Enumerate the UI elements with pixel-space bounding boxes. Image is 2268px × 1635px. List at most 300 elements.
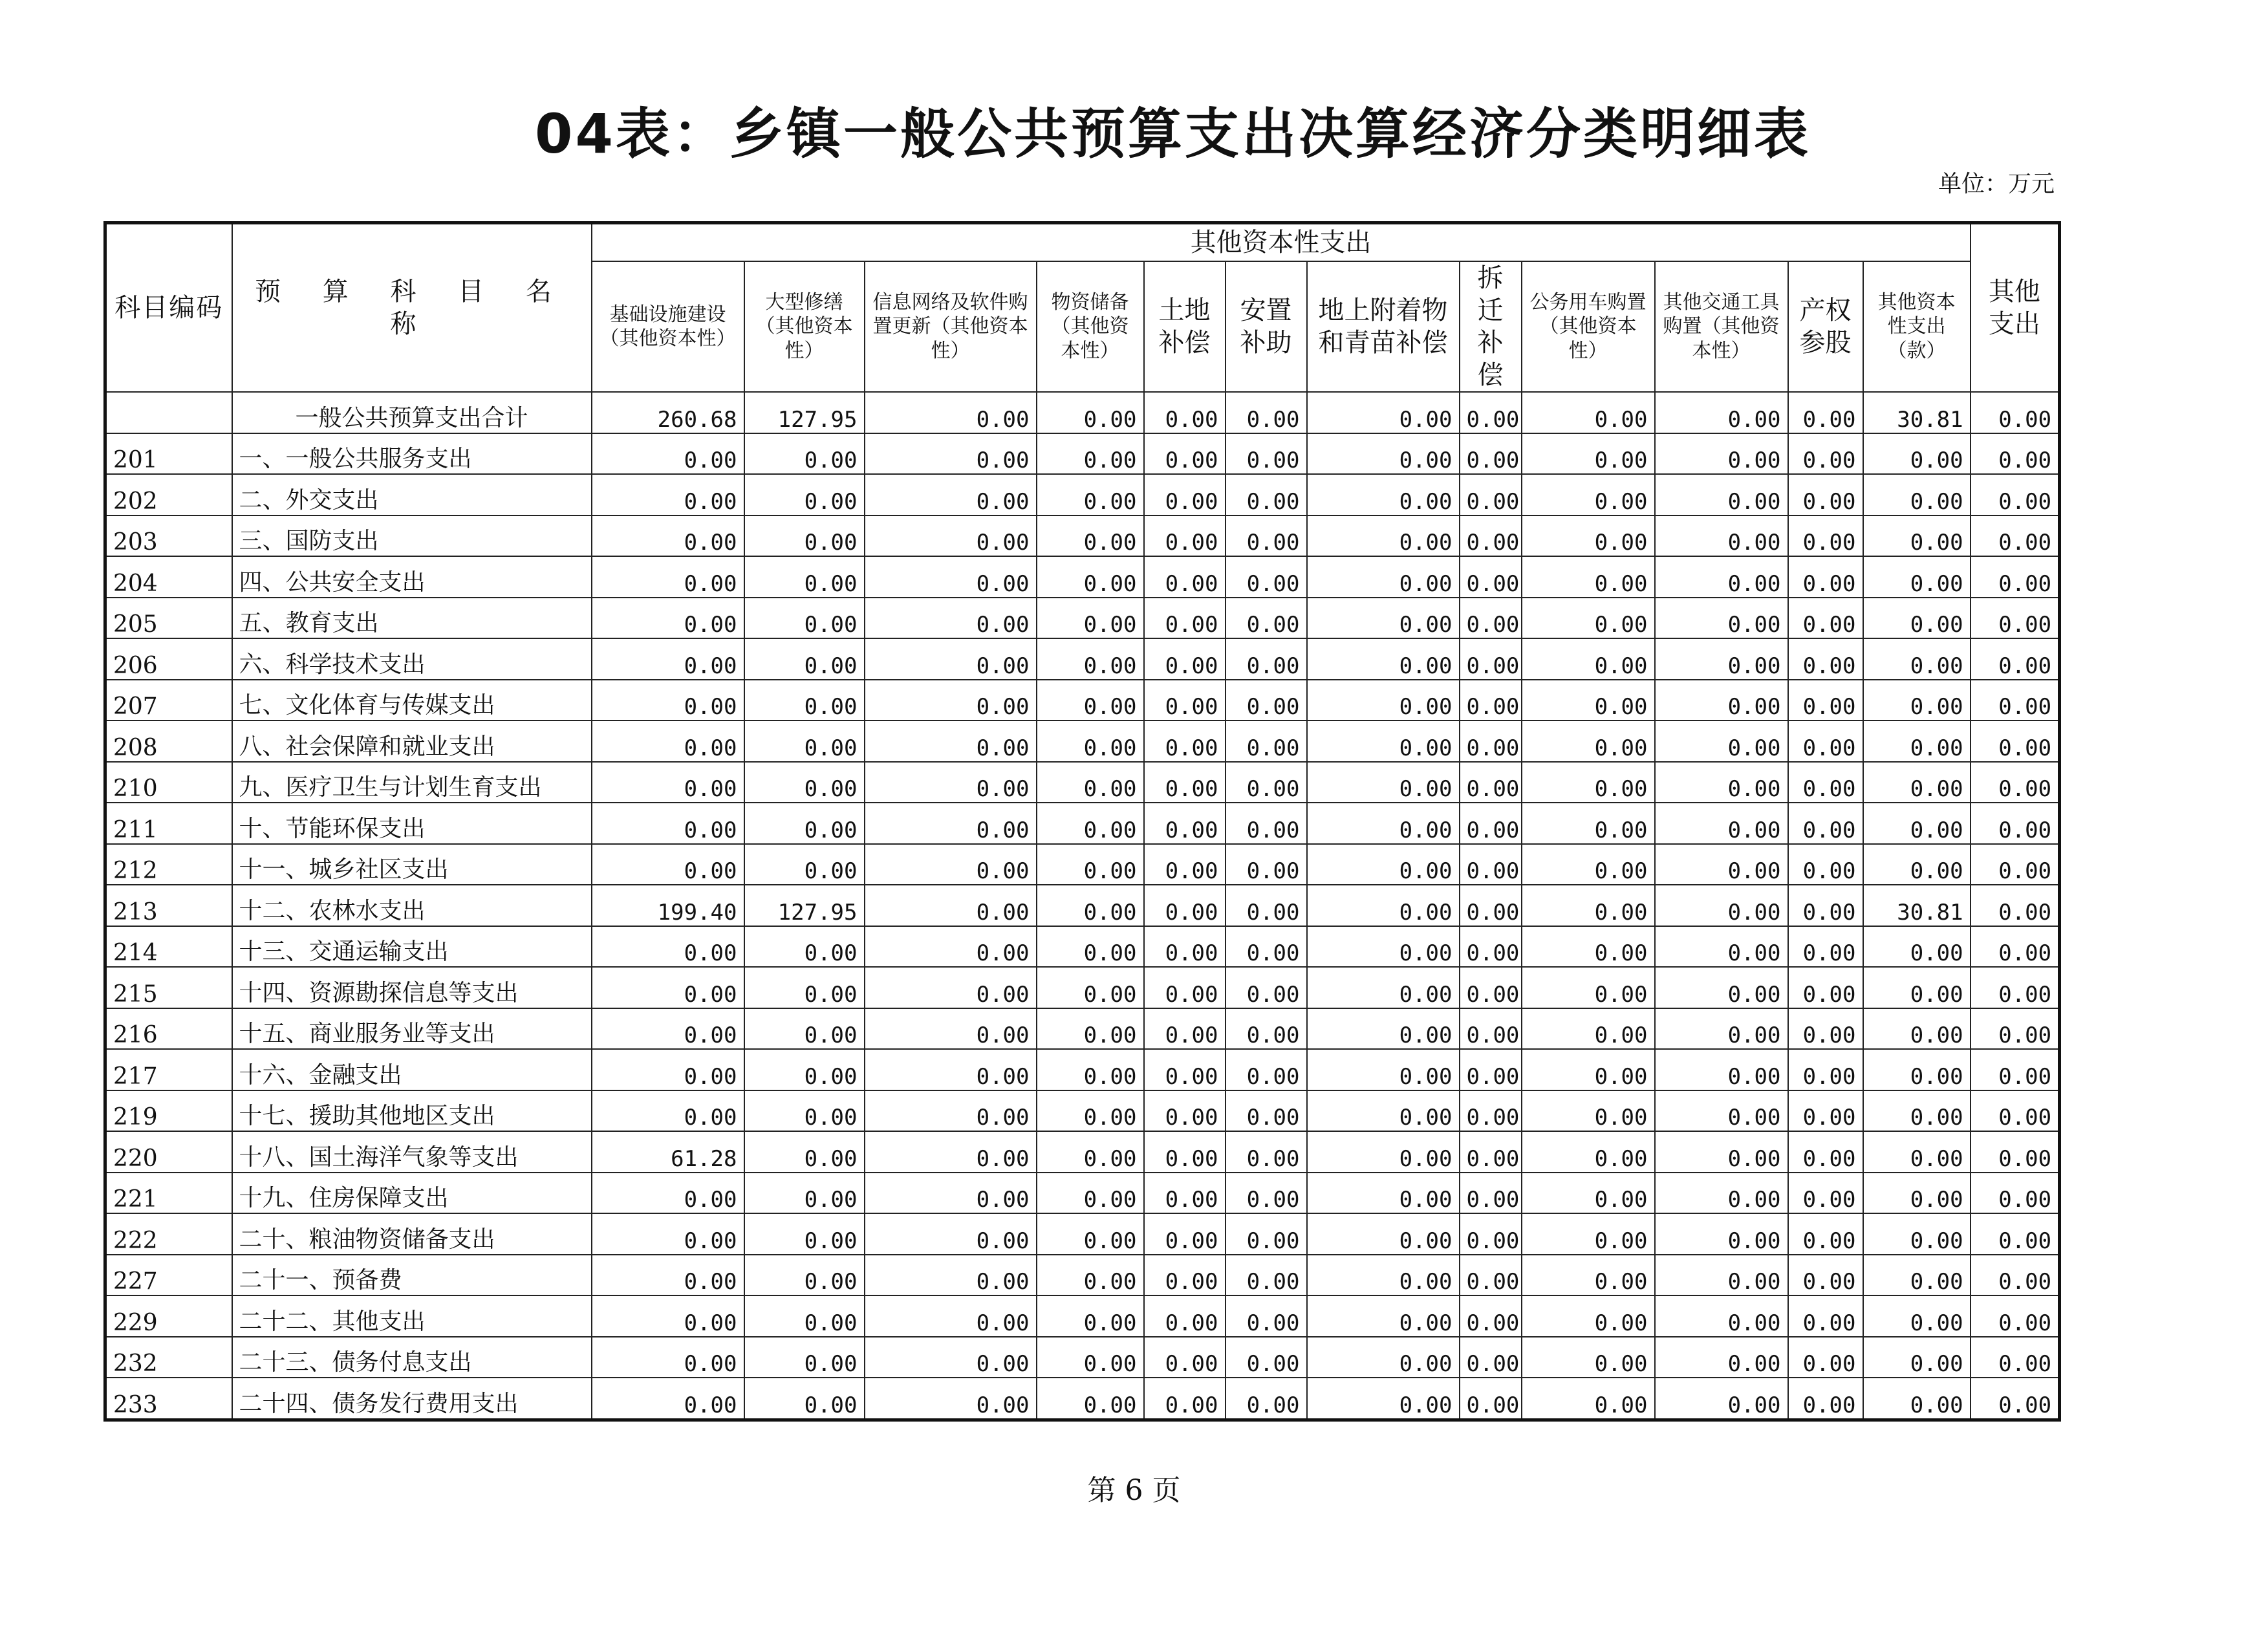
row-value: 0.00 xyxy=(592,1295,744,1337)
row-value: 0.00 xyxy=(1522,474,1655,515)
row-name: 十四、资源勘探信息等支出 xyxy=(232,967,592,1008)
row-value: 0.00 xyxy=(1144,762,1226,803)
row-value: 0.00 xyxy=(1460,1213,1522,1255)
row-value: 0.00 xyxy=(592,1337,744,1378)
row-value: 0.00 xyxy=(1788,803,1863,844)
row-value: 0.00 xyxy=(1226,1008,1307,1050)
row-value: 0.00 xyxy=(1971,638,2060,680)
table-row xyxy=(105,1213,2060,1255)
row-value: 0.00 xyxy=(592,515,744,557)
row-value: 0.00 xyxy=(1460,598,1522,639)
header-col-2: 大型修缮（其他资本性） xyxy=(744,261,865,392)
row-value: 0.00 xyxy=(1460,1008,1522,1050)
row-value: 0.00 xyxy=(1226,474,1307,515)
row-value: 0.00 xyxy=(1788,1131,1863,1173)
row-value: 0.00 xyxy=(865,433,1037,475)
row-value: 0.00 xyxy=(1971,1337,2060,1378)
row-value: 0.00 xyxy=(1226,515,1307,557)
row-value: 0.00 xyxy=(1226,1337,1307,1378)
row-value: 0.00 xyxy=(1788,598,1863,639)
row-value: 0.00 xyxy=(1863,1008,1971,1050)
row-value: 0.00 xyxy=(1863,1131,1971,1173)
row-value: 0.00 xyxy=(592,1213,744,1255)
row-value: 0.00 xyxy=(1307,1008,1460,1050)
row-value: 0.00 xyxy=(592,844,744,885)
row-value: 0.00 xyxy=(1037,803,1144,844)
row-value: 0.00 xyxy=(1144,720,1226,762)
row-value: 0.00 xyxy=(865,967,1037,1008)
row-value: 0.00 xyxy=(1037,844,1144,885)
row-value: 0.00 xyxy=(1971,1090,2060,1132)
row-value: 0.00 xyxy=(865,598,1037,639)
row-value: 0.00 xyxy=(1307,680,1460,721)
row-value: 127.95 xyxy=(744,392,865,433)
row-value: 0.00 xyxy=(1788,433,1863,475)
row-value: 0.00 xyxy=(1144,1337,1226,1378)
row-name: 八、社会保障和就业支出 xyxy=(232,720,592,762)
row-value: 0.00 xyxy=(865,1008,1037,1050)
row-value: 0.00 xyxy=(1307,967,1460,1008)
row-code: 217 xyxy=(105,1049,232,1090)
row-value: 0.00 xyxy=(1037,720,1144,762)
row-value: 0.00 xyxy=(1522,433,1655,475)
row-value: 0.00 xyxy=(1971,1213,2060,1255)
row-name: 二十、粮油物资储备支出 xyxy=(232,1213,592,1255)
row-value: 61.28 xyxy=(592,1131,744,1173)
row-value: 0.00 xyxy=(865,803,1037,844)
row-value: 30.81 xyxy=(1863,392,1971,433)
row-value: 0.00 xyxy=(1655,885,1788,926)
row-value: 0.00 xyxy=(1971,926,2060,968)
row-value: 0.00 xyxy=(1522,638,1655,680)
row-value: 0.00 xyxy=(1037,926,1144,968)
row-value: 0.00 xyxy=(1460,1131,1522,1173)
row-value: 0.00 xyxy=(1037,1213,1144,1255)
row-value: 0.00 xyxy=(1307,598,1460,639)
row-value: 0.00 xyxy=(1037,967,1144,1008)
row-value: 0.00 xyxy=(744,680,865,721)
row-name: 十六、金融支出 xyxy=(232,1049,592,1090)
row-name: 三、国防支出 xyxy=(232,515,592,557)
row-value: 0.00 xyxy=(1655,720,1788,762)
row-value: 0.00 xyxy=(592,556,744,598)
row-value: 0.00 xyxy=(1522,1173,1655,1214)
row-code: 219 xyxy=(105,1090,232,1132)
row-value: 0.00 xyxy=(1037,1378,1144,1420)
row-value: 0.00 xyxy=(1307,1378,1460,1420)
row-value: 0.00 xyxy=(1863,680,1971,721)
row-value: 0.00 xyxy=(592,638,744,680)
row-value: 0.00 xyxy=(1863,967,1971,1008)
row-value: 0.00 xyxy=(592,1173,744,1214)
row-name: 二十四、债务发行费用支出 xyxy=(232,1378,592,1420)
row-value: 0.00 xyxy=(1522,967,1655,1008)
row-value: 0.00 xyxy=(1460,1378,1522,1420)
table-row xyxy=(105,392,2060,433)
row-value: 0.00 xyxy=(1460,1255,1522,1296)
row-value: 0.00 xyxy=(1863,1213,1971,1255)
row-value: 0.00 xyxy=(1144,1255,1226,1296)
row-value: 0.00 xyxy=(1788,762,1863,803)
row-value: 0.00 xyxy=(1307,1173,1460,1214)
row-value: 0.00 xyxy=(744,1008,865,1050)
row-value: 0.00 xyxy=(744,762,865,803)
row-value: 0.00 xyxy=(1655,1378,1788,1420)
row-value: 0.00 xyxy=(1971,598,2060,639)
row-value: 0.00 xyxy=(1460,556,1522,598)
row-value: 0.00 xyxy=(865,720,1037,762)
row-code: 201 xyxy=(105,433,232,475)
table-row xyxy=(105,1008,2060,1050)
row-value: 0.00 xyxy=(1522,1378,1655,1420)
budget-table xyxy=(103,221,2061,1422)
row-value: 0.00 xyxy=(1460,720,1522,762)
row-code: 233 xyxy=(105,1378,232,1420)
table-row xyxy=(105,1378,2060,1420)
row-value: 0.00 xyxy=(1522,1213,1655,1255)
row-value: 0.00 xyxy=(1226,1131,1307,1173)
row-name: 十三、交通运输支出 xyxy=(232,926,592,968)
row-value: 0.00 xyxy=(1655,638,1788,680)
row-value: 0.00 xyxy=(1037,433,1144,475)
header-col-12: 其他资本性支出（款） xyxy=(1863,261,1971,392)
row-value: 0.00 xyxy=(1037,1337,1144,1378)
row-value: 0.00 xyxy=(1788,967,1863,1008)
row-value: 0.00 xyxy=(1788,474,1863,515)
header-col-8: 拆迁补偿 xyxy=(1460,261,1522,392)
row-value: 0.00 xyxy=(1522,515,1655,557)
row-code: 214 xyxy=(105,926,232,968)
row-value: 0.00 xyxy=(1037,1173,1144,1214)
row-value: 0.00 xyxy=(1788,1255,1863,1296)
row-code: 205 xyxy=(105,598,232,639)
row-value: 0.00 xyxy=(1460,885,1522,926)
row-value: 0.00 xyxy=(1307,885,1460,926)
row-value: 0.00 xyxy=(1522,803,1655,844)
row-name: 四、公共安全支出 xyxy=(232,556,592,598)
row-value: 0.00 xyxy=(1226,638,1307,680)
row-code: 207 xyxy=(105,680,232,721)
row-value: 0.00 xyxy=(1522,1090,1655,1132)
row-value: 0.00 xyxy=(1971,885,2060,926)
header-col-9: 公务用车购置（其他资本性） xyxy=(1522,261,1655,392)
row-value: 0.00 xyxy=(1863,926,1971,968)
row-value: 127.95 xyxy=(744,885,865,926)
row-value: 0.00 xyxy=(1788,1173,1863,1214)
row-value: 0.00 xyxy=(744,638,865,680)
row-value: 0.00 xyxy=(1863,720,1971,762)
row-code: 222 xyxy=(105,1213,232,1255)
header-other: 其他支出 xyxy=(1971,223,2060,393)
row-value: 0.00 xyxy=(1144,638,1226,680)
row-value: 0.00 xyxy=(1226,720,1307,762)
row-value: 0.00 xyxy=(1655,1008,1788,1050)
row-value: 0.00 xyxy=(1863,515,1971,557)
row-value: 0.00 xyxy=(1971,803,2060,844)
row-value: 0.00 xyxy=(1144,844,1226,885)
row-value: 0.00 xyxy=(1144,1131,1226,1173)
row-value: 0.00 xyxy=(1522,885,1655,926)
row-value: 0.00 xyxy=(744,1049,865,1090)
row-value: 0.00 xyxy=(592,598,744,639)
header-col-1: 基础设施建设（其他资本性） xyxy=(592,261,744,392)
row-value: 0.00 xyxy=(1971,762,2060,803)
row-value: 0.00 xyxy=(1144,1173,1226,1214)
row-value: 0.00 xyxy=(1226,1255,1307,1296)
row-value: 0.00 xyxy=(1971,720,2060,762)
row-value: 0.00 xyxy=(1460,515,1522,557)
row-value: 0.00 xyxy=(865,1255,1037,1296)
row-value: 0.00 xyxy=(592,1090,744,1132)
row-value: 0.00 xyxy=(1460,926,1522,968)
row-value: 0.00 xyxy=(1522,1008,1655,1050)
row-value: 0.00 xyxy=(1522,1337,1655,1378)
row-value: 0.00 xyxy=(1144,926,1226,968)
header-col-11: 产权参股 xyxy=(1788,261,1863,392)
table-row xyxy=(105,1090,2060,1132)
row-value: 0.00 xyxy=(1226,1090,1307,1132)
row-value: 0.00 xyxy=(1226,556,1307,598)
row-value: 0.00 xyxy=(1971,1131,2060,1173)
row-code: 216 xyxy=(105,1008,232,1050)
row-value: 0.00 xyxy=(1307,844,1460,885)
row-value: 0.00 xyxy=(1655,1213,1788,1255)
row-value: 0.00 xyxy=(1144,556,1226,598)
row-value: 0.00 xyxy=(1226,1378,1307,1420)
row-value: 0.00 xyxy=(1788,844,1863,885)
row-value: 0.00 xyxy=(1522,762,1655,803)
header-col-4: 物资储备（其他资本性） xyxy=(1037,261,1144,392)
table-row xyxy=(105,720,2060,762)
row-value: 0.00 xyxy=(1655,392,1788,433)
row-value: 260.68 xyxy=(592,392,744,433)
row-code: 204 xyxy=(105,556,232,598)
row-value: 0.00 xyxy=(1460,1173,1522,1214)
row-value: 0.00 xyxy=(1226,433,1307,475)
header-col-10: 其他交通工具购置（其他资本性） xyxy=(1655,261,1788,392)
row-value: 0.00 xyxy=(1522,392,1655,433)
row-value: 0.00 xyxy=(1226,392,1307,433)
row-value: 0.00 xyxy=(865,1090,1037,1132)
row-code: 232 xyxy=(105,1337,232,1378)
row-code: 206 xyxy=(105,638,232,680)
row-name: 十二、农林水支出 xyxy=(232,885,592,926)
row-value: 0.00 xyxy=(865,1378,1037,1420)
row-name: 一、一般公共服务支出 xyxy=(232,433,592,475)
row-value: 0.00 xyxy=(1863,762,1971,803)
row-value: 0.00 xyxy=(1460,638,1522,680)
table-row xyxy=(105,515,2060,557)
row-value: 0.00 xyxy=(1307,556,1460,598)
row-value: 0.00 xyxy=(1863,1173,1971,1214)
row-value: 0.00 xyxy=(1226,844,1307,885)
table-row xyxy=(105,1337,2060,1378)
row-value: 0.00 xyxy=(1226,967,1307,1008)
row-value: 0.00 xyxy=(1144,1090,1226,1132)
row-code: 215 xyxy=(105,967,232,1008)
row-value: 0.00 xyxy=(592,1378,744,1420)
row-value: 0.00 xyxy=(1226,680,1307,721)
table-row xyxy=(105,474,2060,515)
row-code: 221 xyxy=(105,1173,232,1214)
table-row xyxy=(105,1131,2060,1173)
row-value: 0.00 xyxy=(1655,1131,1788,1173)
unit-label: 单位：万元 xyxy=(1938,171,2055,197)
row-name: 二十三、债务付息支出 xyxy=(232,1337,592,1378)
row-value: 0.00 xyxy=(1037,1008,1144,1050)
row-value: 0.00 xyxy=(1655,598,1788,639)
table-row xyxy=(105,680,2060,721)
row-value: 0.00 xyxy=(744,1131,865,1173)
table-row xyxy=(105,844,2060,885)
row-value: 0.00 xyxy=(1863,844,1971,885)
table-row xyxy=(105,926,2060,968)
row-value: 0.00 xyxy=(1522,1131,1655,1173)
row-value: 0.00 xyxy=(1655,1295,1788,1337)
row-value: 0.00 xyxy=(1144,392,1226,433)
row-name: 十七、援助其他地区支出 xyxy=(232,1090,592,1132)
row-value: 0.00 xyxy=(744,803,865,844)
row-value: 0.00 xyxy=(1522,598,1655,639)
row-value: 0.00 xyxy=(1226,598,1307,639)
table-row xyxy=(105,598,2060,639)
row-value: 0.00 xyxy=(1460,967,1522,1008)
row-value: 0.00 xyxy=(1307,762,1460,803)
row-value: 0.00 xyxy=(1971,1378,2060,1420)
row-value: 0.00 xyxy=(1460,844,1522,885)
row-code: 229 xyxy=(105,1295,232,1337)
row-value: 0.00 xyxy=(1522,556,1655,598)
row-value: 0.00 xyxy=(1037,598,1144,639)
row-value: 0.00 xyxy=(1788,720,1863,762)
row-value: 0.00 xyxy=(1226,926,1307,968)
row-name: 九、医疗卫生与计划生育支出 xyxy=(232,762,592,803)
row-value: 0.00 xyxy=(1037,1090,1144,1132)
row-value: 0.00 xyxy=(1863,1090,1971,1132)
page-number: 第 6 页 xyxy=(1087,1474,1181,1507)
row-value: 0.00 xyxy=(1971,515,2060,557)
row-value: 0.00 xyxy=(1788,1378,1863,1420)
row-value: 0.00 xyxy=(592,803,744,844)
header-col-7: 地上附着物和青苗补偿 xyxy=(1307,261,1460,392)
header-code: 科目编码 xyxy=(105,223,232,393)
row-value: 0.00 xyxy=(744,926,865,968)
row-value: 0.00 xyxy=(1037,474,1144,515)
row-value: 0.00 xyxy=(1037,556,1144,598)
row-value: 0.00 xyxy=(592,967,744,1008)
row-code: 211 xyxy=(105,803,232,844)
row-value: 0.00 xyxy=(865,515,1037,557)
row-value: 0.00 xyxy=(1144,1008,1226,1050)
row-value: 0.00 xyxy=(1037,1131,1144,1173)
row-value: 0.00 xyxy=(865,638,1037,680)
row-value: 0.00 xyxy=(1144,474,1226,515)
row-value: 0.00 xyxy=(1788,515,1863,557)
row-value: 0.00 xyxy=(1971,556,2060,598)
row-value: 0.00 xyxy=(1863,638,1971,680)
table-row xyxy=(105,967,2060,1008)
row-value: 0.00 xyxy=(1522,926,1655,968)
row-value: 0.00 xyxy=(744,1173,865,1214)
row-value: 0.00 xyxy=(592,433,744,475)
row-code: 202 xyxy=(105,474,232,515)
row-value: 0.00 xyxy=(1863,1255,1971,1296)
header-col-3: 信息网络及软件购置更新（其他资本性） xyxy=(865,261,1037,392)
row-value: 0.00 xyxy=(1971,967,2060,1008)
row-value: 0.00 xyxy=(744,433,865,475)
row-value: 0.00 xyxy=(744,720,865,762)
row-value: 0.00 xyxy=(592,720,744,762)
row-value: 0.00 xyxy=(1144,803,1226,844)
row-value: 0.00 xyxy=(1971,844,2060,885)
row-value: 0.00 xyxy=(1655,1337,1788,1378)
row-value: 0.00 xyxy=(1788,1049,1863,1090)
row-value: 0.00 xyxy=(1144,515,1226,557)
row-value: 0.00 xyxy=(1788,1008,1863,1050)
row-value: 0.00 xyxy=(592,680,744,721)
row-value: 0.00 xyxy=(1226,1173,1307,1214)
row-value: 0.00 xyxy=(592,1008,744,1050)
header-col-5: 土地补偿 xyxy=(1144,261,1226,392)
row-value: 0.00 xyxy=(1460,762,1522,803)
row-value: 0.00 xyxy=(1307,1090,1460,1132)
row-value: 0.00 xyxy=(1655,803,1788,844)
row-value: 0.00 xyxy=(865,1337,1037,1378)
row-value: 0.00 xyxy=(865,1131,1037,1173)
table-row xyxy=(105,638,2060,680)
row-name: 五、教育支出 xyxy=(232,598,592,639)
row-value: 0.00 xyxy=(744,598,865,639)
row-value: 0.00 xyxy=(1226,762,1307,803)
row-value: 0.00 xyxy=(1863,1337,1971,1378)
row-value: 0.00 xyxy=(1226,1049,1307,1090)
row-value: 0.00 xyxy=(1460,1049,1522,1090)
row-value: 0.00 xyxy=(1460,680,1522,721)
row-value: 0.00 xyxy=(1144,1378,1226,1420)
row-value: 0.00 xyxy=(1863,803,1971,844)
page-title: 04表：乡镇一般公共预算支出决算经济分类明细表 xyxy=(535,102,1811,166)
table-row xyxy=(105,556,2060,598)
table-row xyxy=(105,1295,2060,1337)
row-value: 0.00 xyxy=(744,1378,865,1420)
row-value: 0.00 xyxy=(1037,1295,1144,1337)
row-value: 0.00 xyxy=(865,392,1037,433)
row-value: 0.00 xyxy=(1307,1255,1460,1296)
row-value: 0.00 xyxy=(1655,556,1788,598)
row-name: 十九、住房保障支出 xyxy=(232,1173,592,1214)
row-value: 0.00 xyxy=(1144,680,1226,721)
row-value: 0.00 xyxy=(1863,1049,1971,1090)
row-value: 0.00 xyxy=(1037,885,1144,926)
row-value: 0.00 xyxy=(1037,515,1144,557)
row-value: 0.00 xyxy=(1037,1049,1144,1090)
row-value: 0.00 xyxy=(1655,967,1788,1008)
row-value: 0.00 xyxy=(744,844,865,885)
row-value: 0.00 xyxy=(1307,803,1460,844)
row-code xyxy=(105,392,232,433)
row-value: 0.00 xyxy=(1788,392,1863,433)
row-value: 0.00 xyxy=(592,1049,744,1090)
row-value: 0.00 xyxy=(1226,1295,1307,1337)
row-value: 0.00 xyxy=(865,680,1037,721)
row-value: 0.00 xyxy=(1307,515,1460,557)
row-value: 0.00 xyxy=(1460,474,1522,515)
table-row xyxy=(105,762,2060,803)
row-value: 0.00 xyxy=(865,762,1037,803)
row-value: 0.00 xyxy=(1144,885,1226,926)
row-value: 0.00 xyxy=(1037,392,1144,433)
row-value: 0.00 xyxy=(744,1295,865,1337)
